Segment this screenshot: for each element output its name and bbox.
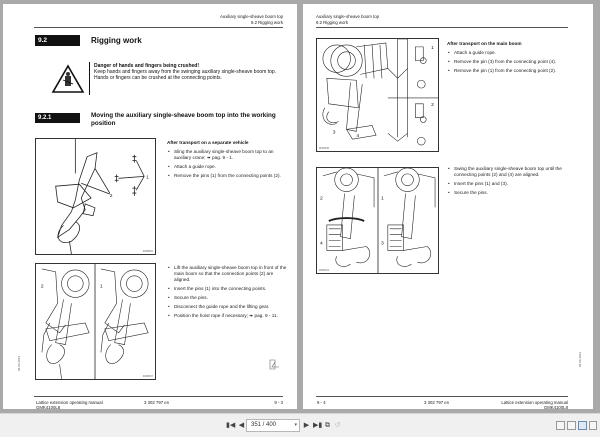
figure-swing-boom-top	[316, 167, 439, 274]
header-divider	[316, 27, 568, 28]
warning-bar	[89, 62, 90, 95]
first-page-icon[interactable]: ▮◀	[226, 422, 236, 429]
procedure-step: • Remove the pin (3) from the connecting point (4).	[447, 59, 565, 65]
procedure-step: • Secure the pins.	[167, 295, 289, 301]
header-chapter: Auxiliary single-sheave boom top	[316, 14, 380, 19]
header-chapter: Auxiliary single-sheave boom top	[219, 14, 283, 19]
footer-doc-number: 3 302 797 en	[144, 400, 170, 405]
footer-page-number: 9 - 4	[317, 400, 326, 405]
figure-code: 9038031	[319, 269, 330, 272]
callout-2: 2	[109, 193, 113, 199]
footer-divider	[316, 396, 568, 397]
footer-doc-number: 3 302 797 en	[424, 400, 450, 405]
procedure-step: • Remove the pins (1) from the connecting points (2).	[167, 173, 287, 179]
svg-text:1: 1	[99, 284, 103, 290]
left-page	[3, 4, 297, 409]
footer-page-number: 9 - 3	[274, 400, 283, 405]
footer-manual: Lattice extension operating manual GMK4100L8	[36, 400, 103, 411]
footer-manual: Lattice extension operating manual GMK4100L8	[501, 400, 568, 411]
figure-remove-pins	[316, 38, 439, 152]
next-page-icon[interactable]: ▶	[303, 422, 310, 429]
svg-text:2: 2	[319, 196, 323, 202]
figure-insert-pins	[35, 263, 156, 380]
page-header	[316, 14, 379, 25]
subsection-number: 9.2.1	[35, 113, 80, 123]
chevron-down-icon[interactable]: ▾	[294, 422, 297, 428]
header-section: 9.2 Rigging work	[316, 19, 349, 25]
single-page-view-icon[interactable]	[556, 421, 565, 430]
figure-code: 9038002	[142, 250, 153, 253]
procedure-step: • Lift the auxiliary single-sheave boom top in front of the main boom so that the connection points (2) are aligned.	[167, 265, 289, 283]
procedure-step: • Secure the pins.	[447, 190, 565, 196]
procedure-step: • Disconnect the guide rope and the lifting gear.	[167, 304, 289, 310]
svg-text:4: 4	[356, 134, 360, 140]
svg-text:3: 3	[380, 241, 384, 247]
callout-1: 1	[146, 175, 149, 181]
procedure-subheading: After transport on a separate vehicle	[167, 140, 249, 145]
hand-crush-warning-icon	[51, 64, 85, 94]
header-divider	[34, 27, 283, 28]
right-page	[303, 4, 593, 409]
copy-icon[interactable]: ⧉	[325, 422, 330, 429]
svg-text:4: 4	[319, 241, 323, 247]
side-code: 06.06.2013	[578, 352, 582, 368]
svg-text:1: 1	[380, 196, 384, 202]
page-indicator: 351 / 400	[251, 422, 277, 428]
procedure-block-1	[447, 41, 565, 77]
section-title: Rigging work	[91, 36, 142, 45]
rotate-icon[interactable]: ↺	[334, 422, 341, 429]
figure-code: 9038007	[142, 375, 153, 378]
procedure-step: • Insert the pins (1) into the connecting points.	[167, 286, 289, 292]
previous-page-icon[interactable]: ◀	[238, 422, 245, 429]
subsection-title: Moving the auxiliary single-sheave boom top into the working position	[91, 112, 276, 127]
side-code: 06.06.2013	[17, 356, 21, 372]
navigation-toolbar	[0, 413, 600, 437]
header-section: 9.2 Rigging work	[250, 19, 283, 25]
procedure-step: • Position the hoist rope if necessary; ➠ pag. 9 - 11.	[167, 313, 289, 319]
two-page-view-icon[interactable]	[578, 421, 587, 430]
procedure-step: • Remove the pin (1) from the connecting point (2).	[447, 68, 565, 74]
procedure-subheading: After transport on the main boom	[447, 41, 522, 46]
two-page-continuous-view-icon[interactable]	[589, 421, 597, 430]
procedure-step: • Swing the auxiliary single-sheave boom top until the connecting points (2) and (4) are aligned.	[447, 166, 565, 178]
page-number-input[interactable]	[246, 419, 300, 432]
section-number: 9.2	[35, 35, 80, 46]
procedure-block-2	[167, 265, 289, 322]
procedure-block-2	[447, 166, 565, 199]
warning-title: Danger of hands and fingers being crushed!	[94, 63, 200, 69]
procedure-step: • Insert the pins (1) and (3).	[447, 181, 565, 187]
page-header	[220, 14, 283, 25]
end-of-procedure-icon	[269, 357, 280, 368]
procedure-step: • Sling the auxiliary single-sheave boom top to an auxiliary crane; ➠ pag. 9 - 1.	[167, 149, 287, 161]
svg-text:1: 1	[431, 45, 434, 51]
procedure-step: • Attach a guide rope.	[167, 164, 287, 170]
continuous-view-icon[interactable]	[567, 421, 576, 430]
svg-text:2: 2	[431, 102, 434, 108]
figure-code: 9038030	[319, 147, 330, 150]
footer-divider	[34, 396, 283, 397]
svg-text:2: 2	[40, 284, 44, 290]
warning-text: Keep hands and fingers away from the swinging auxiliary single-sheave boom top. Hands or fingers can be crushed at the connecting points.	[94, 69, 277, 82]
procedure-block-1	[167, 140, 287, 182]
figure-sling-boom-top	[35, 138, 156, 255]
last-page-icon[interactable]: ▶▮	[313, 422, 323, 429]
warning-block	[94, 63, 284, 81]
svg-text:3: 3	[332, 130, 336, 136]
procedure-step: • Attach a guide rope.	[447, 50, 565, 56]
